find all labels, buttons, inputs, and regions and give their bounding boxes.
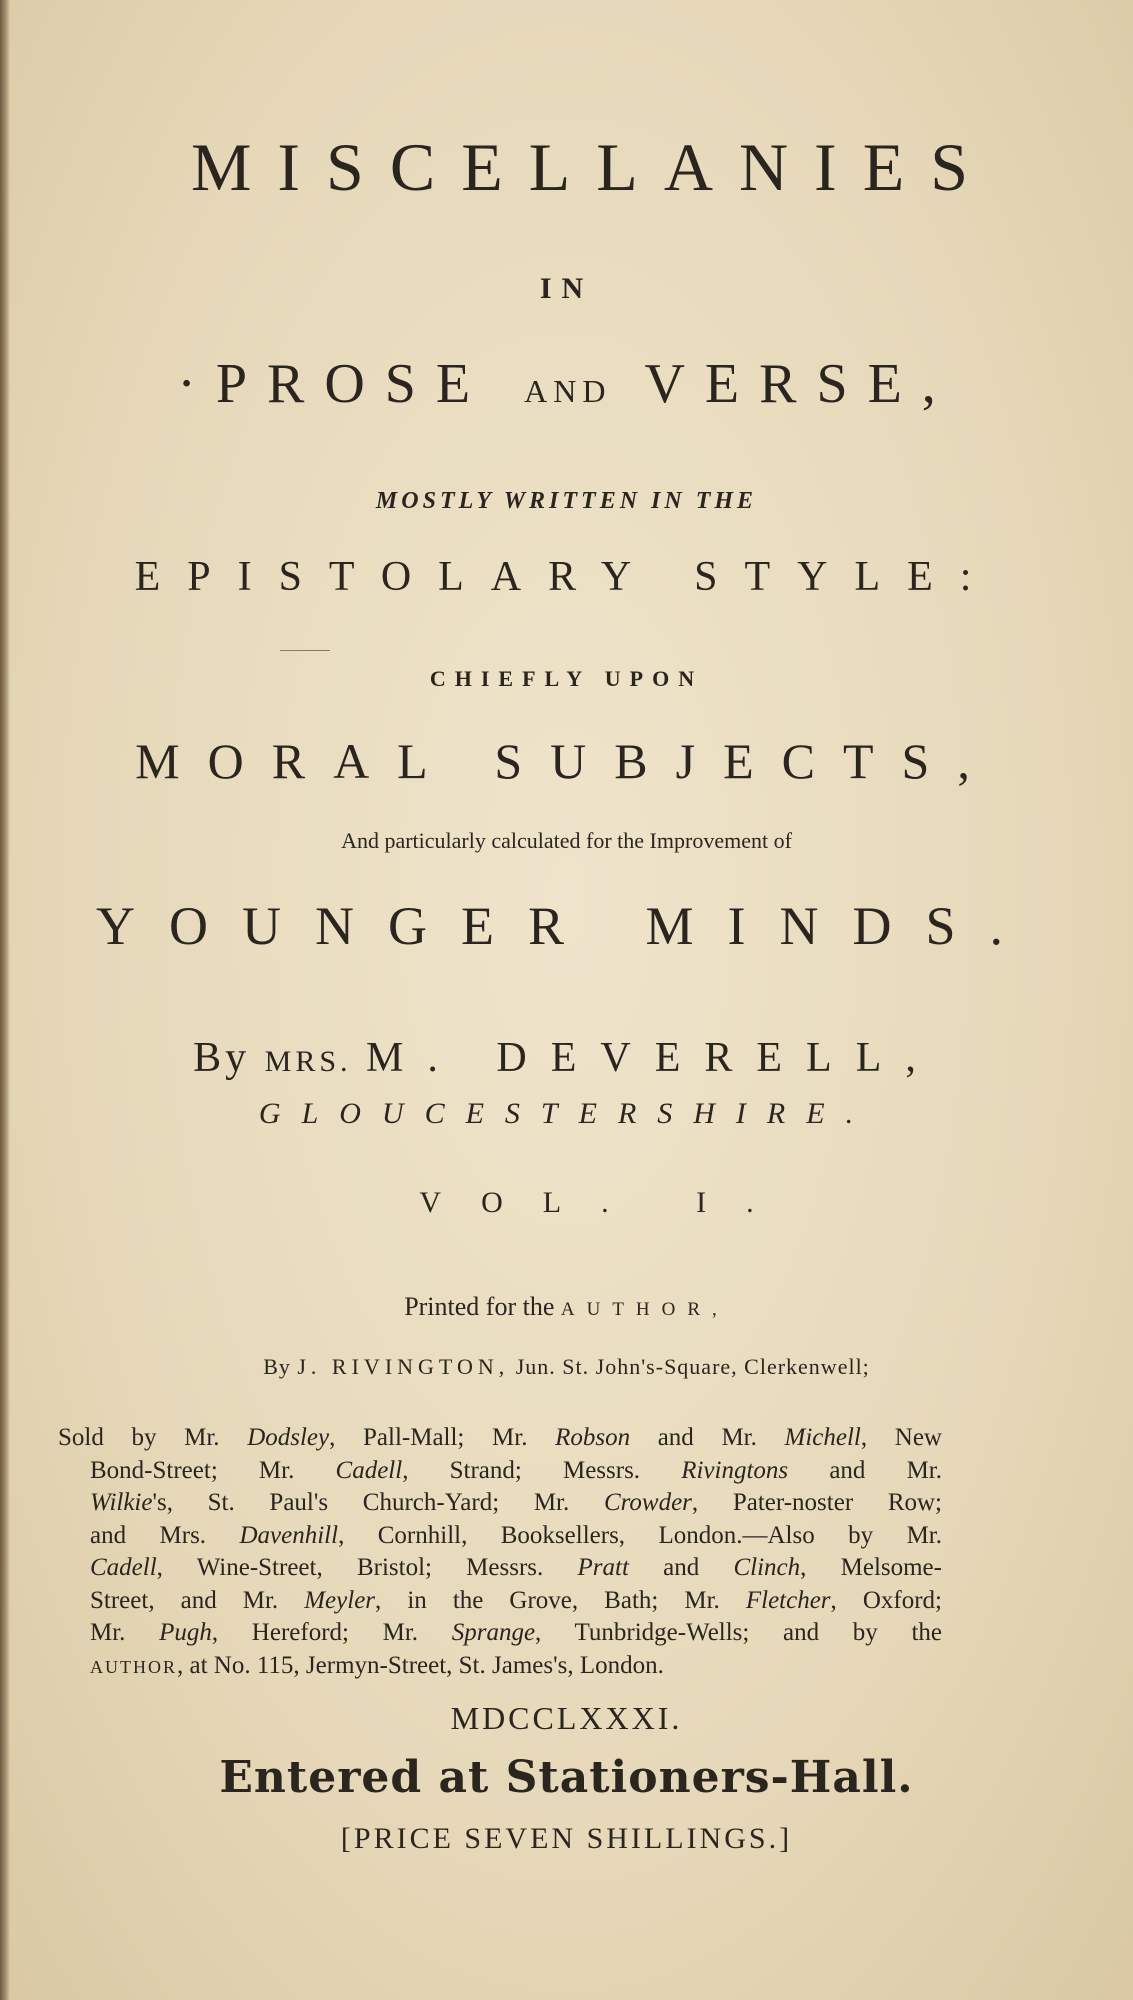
sold-line: Sold by Mr. Dodsley, Pall-Mall; Mr. Robson and Mr. Michell, New — [58, 1424, 942, 1451]
rivington-rest: Jun. St. John's-Square, Clerkenwell; — [515, 1354, 870, 1379]
sold-line: Wilkie's, St. Paul's Church-Yard; Mr. Crowder, Pater-noster Row; — [90, 1489, 943, 1516]
book-title: MISCELLANIES — [190, 129, 995, 205]
author-byline — [0, 1034, 1133, 1082]
moral-subjects: MORAL SUBJECTS, — [135, 733, 998, 789]
epistolary-style: EPISTOLARY STYLE: — [134, 554, 999, 600]
sold-line: and Mrs. Davenhill, Cornhill, Booksellers, London.—Also by Mr. — [90, 1521, 942, 1549]
rivington-line — [0, 1354, 1133, 1380]
divider — [280, 650, 330, 651]
chiefly-upon: CHIEFLY UPON — [429, 666, 704, 691]
price: [PRICE SEVEN SHILLINGS.] — [340, 1822, 793, 1855]
particularly-line: And particularly calculated for the Improvement of — [341, 828, 792, 853]
printed-author: AUTHOR, — [560, 1299, 729, 1320]
prose-word: ·PROSE — [177, 353, 491, 415]
printed-text: Printed for the — [404, 1292, 555, 1321]
county: GLOUCESTERSHIRE. — [258, 1097, 875, 1130]
title-in: IN — [539, 272, 594, 305]
sold-line: AUTHOR, at No. 115, Jermyn-Street, St. James's, London. — [90, 1651, 664, 1679]
by-word: By — [193, 1035, 251, 1081]
sold-line: Cadell, Wine-Street, Bristol; Messrs. Pratt and Clinch, Melsome- — [90, 1554, 942, 1581]
sold-line: Bond-Street; Mr. Cadell, Strand; Messrs. Rivingtons and Mr. — [90, 1456, 942, 1484]
mostly-written: MOSTLY WRITTEN IN THE — [375, 488, 758, 514]
entered-at-stationers-hall: Entered at Stationers-Hall. — [219, 1752, 914, 1803]
rivington-by: By — [263, 1354, 291, 1379]
publication-year: MDCCLXXXI. — [450, 1700, 683, 1736]
mrs-word: MRS. — [264, 1045, 352, 1078]
rivington-name: J. RIVINGTON, — [297, 1354, 510, 1379]
younger-minds: YOUNGER MINDS. — [95, 896, 1037, 956]
and-word: AND — [524, 373, 612, 409]
sold-line: Mr. Pugh, Hereford; Mr. Sprange, Tunbridge-Wells; and by the — [90, 1619, 942, 1646]
sold-by-paragraph — [58, 1422, 942, 1683]
author-name: M. DEVERELL, — [366, 1035, 940, 1081]
printed-for — [0, 1292, 1133, 1322]
verse-word: VERSE, — [644, 353, 956, 415]
volume: VOL. I. — [419, 1186, 794, 1219]
prose-and-verse — [0, 352, 1133, 416]
sold-line: Street, and Mr. Meyler, in the Grove, Bath; Mr. Fletcher, Oxford; — [90, 1586, 942, 1614]
